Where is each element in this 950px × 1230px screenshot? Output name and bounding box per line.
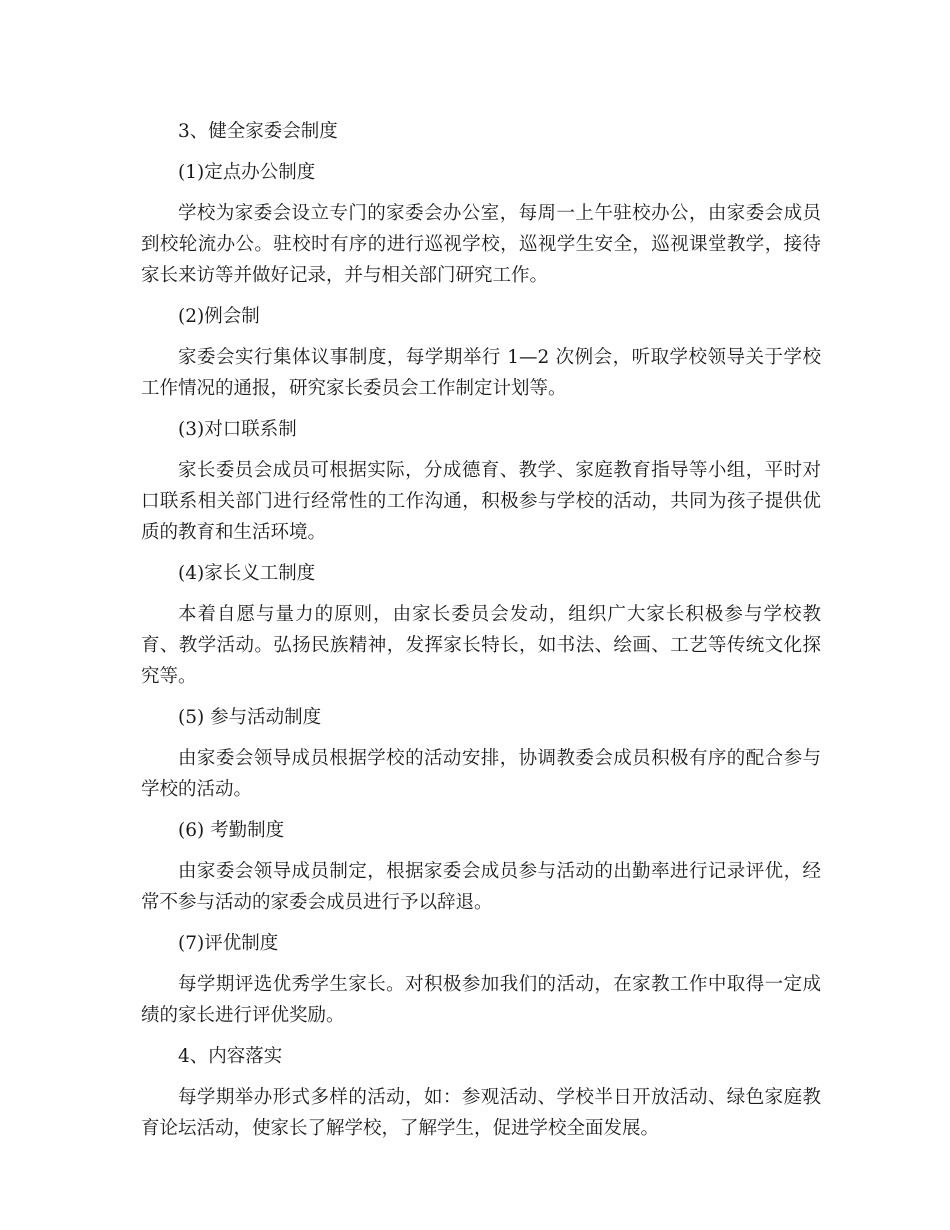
subsection-heading: (4)家长义工制度 xyxy=(178,563,316,584)
paragraph: 家长委员会成员可根据实际，分成德育、教学、家庭教育指导等小组，平时对口联系相关部门进行经常性的工作沟通，积极参与学校的活动，共同为孩子提供优质的教育和生活环境。 xyxy=(141,460,821,543)
subsection-heading: (2)例会制 xyxy=(178,306,260,327)
subsection-heading: (5) 参与活动制度 xyxy=(178,707,322,728)
paragraph: 学校为家委会设立专门的家委会办公室，每周一上午驻校办公，由家委会成员到校轮流办公。驻校时有序的进行巡视学校，巡视学生安全，巡视课堂教学，接待家长来访等并做好记录，并与相关部门研究工作。 xyxy=(141,203,821,286)
paragraph: 本着自愿与量力的原则，由家长委员会发动，组织广大家长积极参与学校教育、教学活动。弘扬民族精神，发挥家长特长，如书法、绘画、工艺等传统文化探究等。 xyxy=(141,604,821,687)
paragraph: 每学期评选优秀学生家长。对积极参加我们的活动，在家教工作中取得一定成绩的家长进行评优奖励。 xyxy=(141,974,821,1026)
paragraph: 家委会实行集体议事制度，每学期举行 1—2 次例会，听取学校领导关于学校工作情况的通报，研究家长委员会工作制定计划等。 xyxy=(141,347,821,399)
paragraph: 由家委会领导成员根据学校的活动安排，协调教委会成员积极有序的配合参与学校的活动。 xyxy=(141,748,821,800)
paragraph: 由家委会领导成员制定，根据家委会成员参与活动的出勤率进行记录评优，经常不参与活动的家委会成员进行予以辞退。 xyxy=(141,861,821,913)
subsection-heading: (6) 考勤制度 xyxy=(178,820,285,841)
section-heading: 4、内容落实 xyxy=(178,1046,283,1067)
subsection-heading: (3)对口联系制 xyxy=(178,419,297,440)
document-body xyxy=(141,116,821,1154)
paragraph: 每学期举办形式多样的活动，如：参观活动、学校半日开放活动、绿色家庭教育论坛活动，使家长了解学校，了解学生，促进学校全面发展。 xyxy=(141,1087,821,1139)
subsection-heading: (1)定点办公制度 xyxy=(178,162,316,183)
subsection-heading: (7)评优制度 xyxy=(178,933,279,954)
section-heading: 3、健全家委会制度 xyxy=(178,121,338,142)
